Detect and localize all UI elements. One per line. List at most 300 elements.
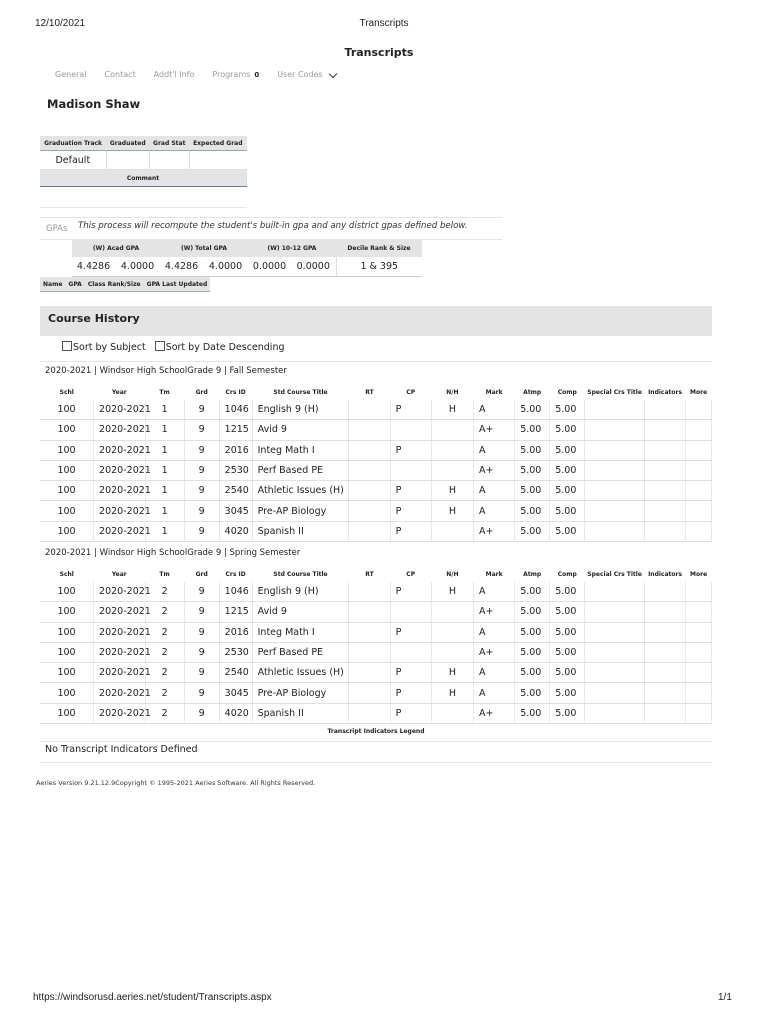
graduation-table — [40, 136, 247, 187]
grad-header: Graduation Track — [40, 136, 106, 151]
table-cell: 2540 — [219, 663, 252, 683]
table-cell: English 9 (H) — [252, 582, 349, 602]
column-header: Year — [111, 570, 127, 578]
table-cell: Pre-AP Biology — [252, 683, 349, 703]
table-cell: 2020-2021 — [94, 521, 145, 541]
table-cell: 5.00 — [550, 622, 585, 642]
gpa-header: (W) Acad GPA — [72, 240, 160, 257]
table-cell — [644, 440, 685, 460]
table-cell: 5.00 — [515, 400, 550, 420]
table-cell: 4020 — [219, 521, 252, 541]
rank-header: Class Rank/Size — [85, 277, 144, 292]
column-header: Indicators — [648, 570, 683, 578]
table-cell: 9 — [184, 582, 219, 602]
table-cell — [644, 460, 685, 480]
class-rank-table — [40, 277, 210, 292]
column-header: Crs ID — [225, 388, 246, 396]
course-table-spring — [40, 566, 712, 724]
table-cell: 100 — [40, 663, 94, 683]
column-header: Special Crs Title — [587, 570, 642, 578]
table-cell: 5.00 — [550, 683, 585, 703]
table-cell: 100 — [40, 460, 94, 480]
column-header: Mark — [485, 388, 503, 396]
column-header: More — [690, 570, 708, 578]
table-cell: P — [390, 501, 431, 521]
table-cell: 5.00 — [515, 521, 550, 541]
table-cell: 5.00 — [515, 622, 550, 642]
table-cell — [431, 440, 473, 460]
table-cell — [585, 521, 645, 541]
table-cell: 1 — [145, 440, 184, 460]
table-cell: 2020-2021 — [94, 501, 145, 521]
table-cell: 9 — [184, 501, 219, 521]
sort-by-subject[interactable]: Sort by Subject — [62, 341, 146, 353]
table-row — [40, 501, 712, 521]
table-cell — [585, 501, 645, 521]
table-cell[interactable] — [686, 481, 712, 501]
table-cell[interactable] — [686, 521, 712, 541]
table-cell: English 9 (H) — [252, 400, 349, 420]
column-header: Crs ID — [225, 570, 246, 578]
table-cell[interactable] — [686, 663, 712, 683]
table-cell: 5.00 — [515, 663, 550, 683]
table-cell: 100 — [40, 400, 94, 420]
table-cell: A+ — [474, 602, 515, 622]
gpa-10-12-value: 0.0000 — [248, 257, 291, 277]
table-cell: 5.00 — [515, 460, 550, 480]
course-history-bar — [40, 306, 712, 336]
table-cell: H — [431, 400, 473, 420]
table-cell: 9 — [184, 683, 219, 703]
table-cell: 2 — [145, 602, 184, 622]
print-title: Transcripts — [359, 18, 409, 29]
table-cell — [644, 582, 685, 602]
table-cell: P — [390, 703, 431, 723]
table-cell: Perf Based PE — [252, 460, 349, 480]
column-header: Grd — [195, 570, 208, 578]
table-cell: 2 — [145, 622, 184, 642]
table-cell: 9 — [184, 481, 219, 501]
table-cell — [431, 602, 473, 622]
table-cell — [431, 642, 473, 662]
graduated-value — [106, 151, 149, 170]
column-header: Std Course Title — [273, 570, 328, 578]
total-gpa-value: 4.0000 — [203, 257, 248, 277]
table-cell — [585, 622, 645, 642]
table-cell: 5.00 — [515, 642, 550, 662]
column-header: Special Crs Title — [587, 388, 642, 396]
grad-header: Graduated — [106, 136, 149, 151]
table-cell: 1 — [145, 460, 184, 480]
table-cell: A+ — [474, 642, 515, 662]
table-cell: P — [390, 521, 431, 541]
table-cell: 2 — [145, 642, 184, 662]
table-cell: 5.00 — [550, 440, 585, 460]
table-cell: A — [474, 683, 515, 703]
table-cell — [349, 683, 390, 703]
table-cell: A+ — [474, 420, 515, 440]
table-cell: 1 — [145, 400, 184, 420]
table-cell: 5.00 — [515, 440, 550, 460]
column-header: More — [690, 388, 708, 396]
table-cell: 2540 — [219, 481, 252, 501]
table-cell — [644, 420, 685, 440]
column-header: Year — [111, 388, 127, 396]
rank-header: GPA — [65, 277, 84, 292]
table-cell: 9 — [184, 400, 219, 420]
table-cell: 2020-2021 — [94, 481, 145, 501]
table-cell — [431, 703, 473, 723]
table-cell: A — [474, 440, 515, 460]
table-cell: 100 — [40, 683, 94, 703]
table-row — [40, 521, 712, 541]
table-cell — [585, 683, 645, 703]
gpa-header: Decile Rank & Size — [336, 240, 422, 257]
table-cell: H — [431, 582, 473, 602]
table-cell — [349, 642, 390, 662]
table-cell[interactable] — [686, 642, 712, 662]
decile-rank-value: 1 & 395 — [336, 257, 422, 277]
tab-contact[interactable]: Contact — [104, 70, 136, 79]
table-cell: P — [390, 622, 431, 642]
table-cell: 100 — [40, 440, 94, 460]
table-cell: 9 — [184, 460, 219, 480]
table-cell: 9 — [184, 440, 219, 460]
table-cell — [585, 582, 645, 602]
table-cell: 100 — [40, 642, 94, 662]
table-cell[interactable] — [686, 460, 712, 480]
table-cell: P — [390, 683, 431, 703]
table-cell: 2020-2021 — [94, 460, 145, 480]
table-row — [40, 602, 712, 622]
table-cell: 2020-2021 — [94, 663, 145, 683]
table-cell: 2530 — [219, 642, 252, 662]
table-cell — [349, 602, 390, 622]
indicators-legend-title: Transcript Indicators Legend — [327, 728, 425, 735]
column-header: Schl — [59, 388, 74, 396]
table-cell: 1215 — [219, 602, 252, 622]
table-cell — [585, 400, 645, 420]
total-gpa-value: 4.4286 — [160, 257, 203, 277]
semester-heading: 2020-2021 | Windsor High SchoolGrade 9 | Spring Semester — [45, 548, 301, 558]
table-cell[interactable] — [686, 703, 712, 723]
table-cell: H — [431, 501, 473, 521]
table-cell — [585, 420, 645, 440]
table-cell: 9 — [184, 602, 219, 622]
copyright: Aeries Version 9.21.12.9Copyright © 1995-2021 Aeries Software. All Rights Reserved. — [36, 779, 316, 787]
table-cell — [644, 481, 685, 501]
column-header: Comp — [557, 388, 577, 396]
divider — [40, 741, 712, 742]
course-history-title: Course History — [48, 312, 140, 325]
table-cell: 2020-2021 — [94, 683, 145, 703]
table-cell — [349, 400, 390, 420]
course-table-fall — [40, 384, 712, 542]
expected-grad-value — [189, 151, 246, 170]
acad-gpa-value: 4.0000 — [115, 257, 160, 277]
table-cell: 100 — [40, 622, 94, 642]
table-cell — [431, 521, 473, 541]
table-cell: 2020-2021 — [94, 642, 145, 662]
table-cell — [644, 683, 685, 703]
gpas-label: GPAs — [46, 224, 68, 234]
table-cell: 5.00 — [515, 481, 550, 501]
table-cell: 9 — [184, 622, 219, 642]
table-cell: 1 — [145, 521, 184, 541]
table-cell: A — [474, 501, 515, 521]
table-cell — [349, 703, 390, 723]
table-cell — [390, 642, 431, 662]
table-cell — [644, 501, 685, 521]
table-cell: 5.00 — [550, 663, 585, 683]
table-cell: 2020-2021 — [94, 622, 145, 642]
table-cell: 100 — [40, 703, 94, 723]
table-cell: 5.00 — [550, 521, 585, 541]
table-cell — [349, 481, 390, 501]
table-cell: A+ — [474, 703, 515, 723]
table-cell: A+ — [474, 521, 515, 541]
column-header: Schl — [59, 570, 74, 578]
gpa-10-12-value: 0.0000 — [291, 257, 336, 277]
table-row — [40, 642, 712, 662]
table-cell: 100 — [40, 481, 94, 501]
column-header: RT — [365, 388, 374, 396]
no-indicators-text: No Transcript Indicators Defined — [45, 744, 198, 755]
table-cell: H — [431, 683, 473, 703]
table-cell — [585, 642, 645, 662]
acad-gpa-value: 4.4286 — [72, 257, 115, 277]
table-cell — [390, 460, 431, 480]
column-header: N/H — [446, 570, 459, 578]
table-cell[interactable] — [686, 420, 712, 440]
column-header: N/H — [446, 388, 459, 396]
tab-bar — [55, 70, 336, 79]
table-row — [40, 622, 712, 642]
table-cell: 9 — [184, 521, 219, 541]
table-cell: 5.00 — [550, 420, 585, 440]
table-cell: Pre-AP Biology — [252, 501, 349, 521]
table-cell: P — [390, 663, 431, 683]
table-cell[interactable] — [686, 501, 712, 521]
table-cell[interactable] — [686, 400, 712, 420]
tab-programs[interactable]: Programs 0 — [212, 70, 260, 79]
table-cell: 5.00 — [515, 703, 550, 723]
table-row — [40, 400, 712, 420]
column-header: Std Course Title — [273, 388, 328, 396]
table-cell: A — [474, 622, 515, 642]
table-cell: 2020-2021 — [94, 420, 145, 440]
column-header: CP — [406, 570, 416, 578]
table-cell: A — [474, 663, 515, 683]
grad-track-value: Default — [40, 151, 106, 170]
table-cell — [585, 460, 645, 480]
table-cell — [349, 663, 390, 683]
table-cell: A+ — [474, 460, 515, 480]
table-row — [40, 683, 712, 703]
table-cell: 100 — [40, 521, 94, 541]
table-cell: 9 — [184, 663, 219, 683]
programs-count-badge: 0 — [254, 70, 260, 79]
table-row — [40, 440, 712, 460]
table-row — [40, 663, 712, 683]
table-cell: A — [474, 481, 515, 501]
table-cell: 1046 — [219, 582, 252, 602]
table-cell — [431, 460, 473, 480]
column-header: CP — [406, 388, 416, 396]
table-cell — [431, 622, 473, 642]
sort-options — [62, 341, 285, 353]
table-cell: Integ Math I — [252, 622, 349, 642]
tab-general[interactable]: General — [55, 70, 87, 79]
table-cell: 9 — [184, 642, 219, 662]
table-cell: 2 — [145, 683, 184, 703]
table-cell — [349, 460, 390, 480]
table-cell: 2020-2021 — [94, 582, 145, 602]
table-cell: P — [390, 400, 431, 420]
table-cell: Avid 9 — [252, 420, 349, 440]
table-cell: Avid 9 — [252, 602, 349, 622]
table-cell: A — [474, 400, 515, 420]
rank-header: GPA Last Updated — [144, 277, 211, 292]
table-cell: 5.00 — [515, 420, 550, 440]
table-cell — [390, 420, 431, 440]
page-title: Transcripts — [344, 46, 414, 59]
comment-header: Comment — [40, 170, 247, 187]
table-cell — [349, 440, 390, 460]
table-cell: 100 — [40, 501, 94, 521]
table-cell: 4020 — [219, 703, 252, 723]
table-cell[interactable] — [686, 582, 712, 602]
print-url: https://windsorusd.aeries.net/student/Transcripts.aspx — [33, 992, 272, 1003]
table-cell: 5.00 — [515, 602, 550, 622]
column-header: Grd — [195, 388, 208, 396]
table-cell: 1215 — [219, 420, 252, 440]
table-cell: 1 — [145, 501, 184, 521]
gpa-table — [72, 240, 422, 277]
table-cell — [644, 703, 685, 723]
grad-stat-value — [149, 151, 189, 170]
table-cell: 2016 — [219, 622, 252, 642]
table-cell[interactable] — [686, 440, 712, 460]
table-row — [40, 420, 712, 440]
column-header: Atmp — [523, 388, 542, 396]
table-cell — [349, 622, 390, 642]
table-cell: 1046 — [219, 400, 252, 420]
semester-heading: 2020-2021 | Windsor High SchoolGrade 9 | Fall Semester — [45, 366, 287, 376]
table-cell[interactable] — [686, 602, 712, 622]
table-cell: 2020-2021 — [94, 602, 145, 622]
table-cell: 5.00 — [550, 481, 585, 501]
table-cell — [585, 663, 645, 683]
table-cell: 5.00 — [550, 642, 585, 662]
table-cell: P — [390, 440, 431, 460]
grad-header: Grad Stat — [149, 136, 189, 151]
table-cell: 9 — [184, 420, 219, 440]
divider — [40, 762, 712, 763]
tab-addtl-info[interactable]: Addt'l Info — [153, 70, 195, 79]
chevron-down-icon — [328, 69, 336, 77]
gpa-header: (W) 10-12 GPA — [248, 240, 336, 257]
table-cell: 2 — [145, 703, 184, 723]
table-cell: P — [390, 481, 431, 501]
column-header: Mark — [485, 570, 503, 578]
table-cell: Athletic Issues (H) — [252, 481, 349, 501]
divider — [40, 361, 712, 362]
table-cell: 2 — [145, 582, 184, 602]
divider — [40, 207, 247, 208]
table-cell: 100 — [40, 420, 94, 440]
column-header: Indicators — [648, 388, 683, 396]
table-cell — [431, 420, 473, 440]
gpa-recompute-note[interactable]: This process will recompute the student's built-in gpa and any district gpas defined below. — [78, 221, 468, 231]
table-cell — [644, 622, 685, 642]
table-cell: 9 — [184, 703, 219, 723]
table-cell: Integ Math I — [252, 440, 349, 460]
table-cell — [644, 663, 685, 683]
table-cell — [390, 602, 431, 622]
table-row — [40, 703, 712, 723]
table-cell: 5.00 — [550, 582, 585, 602]
table-cell: 100 — [40, 582, 94, 602]
gpa-header: (W) Total GPA — [160, 240, 248, 257]
table-cell — [644, 642, 685, 662]
column-header: RT — [365, 570, 374, 578]
table-cell: 5.00 — [515, 582, 550, 602]
table-cell[interactable] — [686, 622, 712, 642]
table-cell — [349, 521, 390, 541]
table-cell: 2020-2021 — [94, 400, 145, 420]
table-cell: P — [390, 582, 431, 602]
table-cell: 5.00 — [550, 501, 585, 521]
table-cell — [349, 582, 390, 602]
table-cell — [349, 420, 390, 440]
column-header: Atmp — [523, 570, 542, 578]
sort-by-subject-checkbox[interactable] — [62, 341, 72, 351]
table-cell: 5.00 — [550, 602, 585, 622]
table-cell: 100 — [40, 602, 94, 622]
table-cell: 1 — [145, 420, 184, 440]
sort-by-date[interactable]: Sort by Date Descending — [155, 341, 285, 353]
table-cell: 5.00 — [515, 501, 550, 521]
table-row — [40, 481, 712, 501]
column-header: Tm — [159, 388, 170, 396]
table-cell: H — [431, 663, 473, 683]
table-cell: Spanish II — [252, 521, 349, 541]
table-cell: 5.00 — [550, 460, 585, 480]
table-cell: 1 — [145, 481, 184, 501]
table-cell: Perf Based PE — [252, 642, 349, 662]
table-cell — [585, 440, 645, 460]
table-cell: A — [474, 582, 515, 602]
table-cell: Athletic Issues (H) — [252, 663, 349, 683]
table-cell — [349, 501, 390, 521]
table-cell[interactable] — [686, 683, 712, 703]
print-page-number: 1/1 — [718, 992, 732, 1003]
table-cell: H — [431, 481, 473, 501]
rank-header: Name — [40, 277, 65, 292]
table-row — [40, 582, 712, 602]
table-cell: 3045 — [219, 683, 252, 703]
table-cell — [644, 400, 685, 420]
print-date: 12/10/2021 — [35, 18, 86, 29]
table-cell: 5.00 — [550, 400, 585, 420]
sort-by-date-checkbox[interactable] — [155, 341, 165, 351]
tab-user-codes[interactable]: User Codes — [277, 70, 335, 79]
table-cell: 5.00 — [515, 683, 550, 703]
table-cell: 2530 — [219, 460, 252, 480]
table-cell — [585, 703, 645, 723]
table-cell: 2020-2021 — [94, 440, 145, 460]
